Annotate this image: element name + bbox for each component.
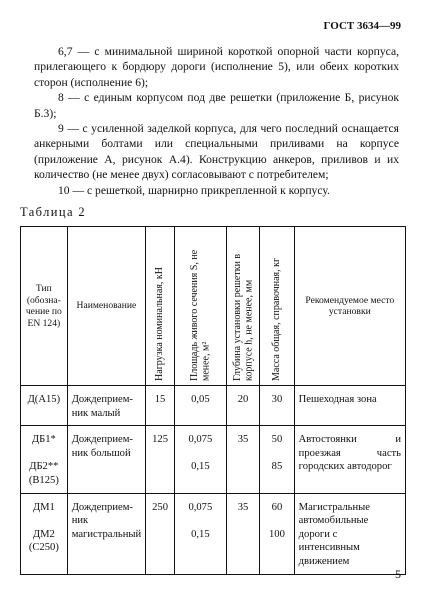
cell-place: Автостоянки и проезжая часть городских автодорог: [294, 426, 405, 493]
paragraph: 8 — с единым корпусом под две решетки (приложение Б, рисунок Б.3);: [34, 91, 399, 120]
table-header-row: [21, 227, 406, 386]
header-depth: Глубина установки решетки в корпусе h, не менее, мм: [226, 227, 259, 386]
paragraph: 9 — с усиленной заделкой корпуса, для чего последний оснащается анкерными болтами или специальными приливами на корпусе (приложение А, рисунок А.4). Конструкцию анкеров, приливов и их количество (не менее двух) согласовывают с потребителем;: [34, 122, 399, 182]
paragraph: 10 — с решеткой, шарнирно прикрепленной к корпусу.: [58, 183, 330, 197]
header-mass: Масса общая, справочная, кг: [260, 227, 294, 386]
table-row: [21, 493, 406, 574]
cell-mass: 50 85: [260, 426, 294, 493]
cell-load: 250: [146, 493, 175, 574]
table-caption: Таблица 2: [20, 205, 87, 219]
cell-type: ДБ1* ДБ2** (В125): [21, 426, 68, 493]
cell-mass: 30: [260, 386, 294, 426]
page-number: 5: [395, 567, 401, 581]
cell-name: Дождеприем-ник малый: [67, 386, 145, 426]
cell-area: 0,075 0,15: [174, 426, 226, 493]
cell-depth: 20: [226, 386, 259, 426]
spec-table: [20, 226, 406, 575]
cell-name: Дождеприем-ник большой: [67, 426, 145, 493]
cell-depth: 35: [226, 426, 259, 493]
header-type: Тип (обозна-чение по EN 124): [21, 227, 68, 386]
header-area: Площадь живого сечения S, не менее, м²: [174, 227, 226, 386]
body-text: [34, 44, 399, 198]
cell-place: Магистральные автомобильные дороги с интенсивным движением: [294, 493, 405, 574]
standard-code: ГОСТ 3634—99: [323, 20, 401, 32]
cell-place: Пешеходная зона: [294, 386, 405, 426]
cell-name: Дождеприем-ник магистральный: [67, 493, 145, 574]
table-row: [21, 426, 406, 493]
table-row: [21, 386, 406, 426]
header-place: Рекомендуемое место установки: [294, 227, 405, 386]
header-load: Нагрузка номинальная, кН: [146, 227, 175, 386]
cell-type: Д(А15): [21, 386, 68, 426]
paragraph: 6,7 — с минимальной шириной короткой опорной части корпуса, прилегающего к бордюру дороги (исполнение 5), или обеих коротких сторон (исполнение 6);: [34, 45, 399, 89]
cell-mass: 60 100: [260, 493, 294, 574]
header-name: Наименование: [67, 227, 145, 386]
cell-load: 15: [146, 386, 175, 426]
cell-area: 0,075 0,15: [174, 493, 226, 574]
cell-type: ДМ1 ДМ2 (С250): [21, 493, 68, 574]
cell-load: 125: [146, 426, 175, 493]
cell-area: 0,05: [174, 386, 226, 426]
cell-depth: 35: [226, 493, 259, 574]
